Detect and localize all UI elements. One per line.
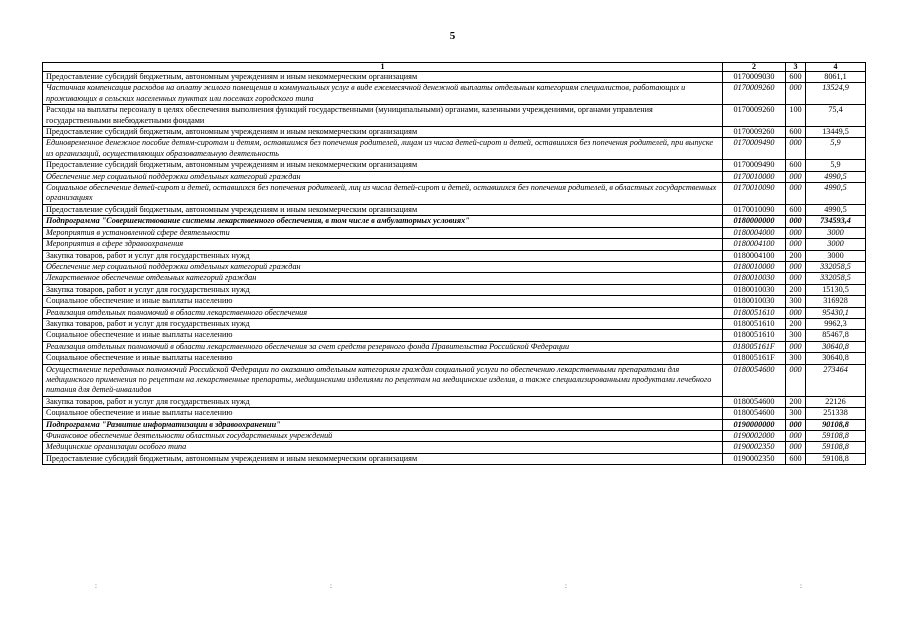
row-name: Закупка товаров, работ и услуг для государственных нужд xyxy=(43,250,723,261)
row-type: 300 xyxy=(786,330,806,341)
row-name: Финансовое обеспечение деятельности областных государственных учреждений xyxy=(43,431,723,442)
budget-table xyxy=(42,62,866,465)
table-row xyxy=(43,171,866,182)
table-row xyxy=(43,250,866,261)
row-sum: 4990,5 xyxy=(806,183,866,205)
row-type: 200 xyxy=(786,284,806,295)
row-sum: 273464 xyxy=(806,364,866,396)
row-sum: 3000 xyxy=(806,239,866,250)
row-name: Закупка товаров, работ и услуг для государственных нужд xyxy=(43,396,723,407)
table-row xyxy=(43,273,866,284)
table-row xyxy=(43,72,866,83)
row-sum: 5,9 xyxy=(806,138,866,160)
table-row xyxy=(43,408,866,419)
row-code: 0180004000 xyxy=(723,227,786,238)
row-sum: 90108,8 xyxy=(806,419,866,430)
row-type: 000 xyxy=(786,307,806,318)
row-type: 000 xyxy=(786,138,806,160)
row-sum: 13449,5 xyxy=(806,127,866,138)
row-sum: 251338 xyxy=(806,408,866,419)
header-col-3: 3 xyxy=(786,63,806,72)
row-type: 000 xyxy=(786,273,806,284)
row-name: Предоставление субсидий бюджетным, автономным учреждениям и иным некоммерческим организациям xyxy=(43,453,723,464)
row-code: 0170010000 xyxy=(723,171,786,182)
row-sum: 85467,8 xyxy=(806,330,866,341)
row-sum: 59108,8 xyxy=(806,431,866,442)
row-code: 0170009260 xyxy=(723,127,786,138)
row-name: Обеспечение мер социальной поддержки отдельных категорий граждан xyxy=(43,261,723,272)
row-name: Реализация отдельных полномочий в области лекарственного обеспечения xyxy=(43,307,723,318)
row-name: Частичная компенсация расходов на оплату жилого помещения и коммунальных услуг в виде ежемесячной денежной выплаты отдельным категориям специалистов, работающих и проживающих в сельских населенных пунктах или поселках городского типа xyxy=(43,83,723,105)
row-type: 000 xyxy=(786,419,806,430)
row-name: Мероприятия в установленной сфере деятельности xyxy=(43,227,723,238)
row-code: 0170009260 xyxy=(723,105,786,127)
row-sum: 316928 xyxy=(806,296,866,307)
row-code: 0190002350 xyxy=(723,453,786,464)
row-sum: 59108,8 xyxy=(806,442,866,453)
row-name: Осуществление переданных полномочий Российской Федерации по оказанию отдельным категориям граждан социальной услуги по обеспечению лекарственными препаратами для медицинского применения по рецептам на лекарственные препараты, медицинскими изделиями по рецептам на медицинские изделия, а также специализированными продуктами лечебного питания для детей-инвалидов xyxy=(43,364,723,396)
table-row xyxy=(43,160,866,171)
row-code: 0170009490 xyxy=(723,138,786,160)
row-code: 0170009260 xyxy=(723,83,786,105)
row-sum: 75,4 xyxy=(806,105,866,127)
row-name: Социальное обеспечение и иные выплаты населению xyxy=(43,330,723,341)
row-name: Единовременное денежное пособие детям-сиротам и детям, оставшимся без попечения родителей, лицам из числа детей-сирот и детей, оставшихся без попечения родителей, при выпуске из организаций, осуществляющих образовательную деятельность xyxy=(43,138,723,160)
row-type: 000 xyxy=(786,442,806,453)
row-type: 000 xyxy=(786,183,806,205)
row-code: 0180004100 xyxy=(723,250,786,261)
table-row xyxy=(43,341,866,352)
scan-mark: : xyxy=(330,582,332,590)
row-sum: 5,9 xyxy=(806,160,866,171)
table-row xyxy=(43,227,866,238)
row-type: 600 xyxy=(786,160,806,171)
row-name: Предоставление субсидий бюджетным, автономным учреждениям и иным некоммерческим организациям xyxy=(43,72,723,83)
table-row xyxy=(43,330,866,341)
row-sum: 4990,5 xyxy=(806,204,866,215)
table-row xyxy=(43,396,866,407)
row-type: 000 xyxy=(786,239,806,250)
table-row xyxy=(43,442,866,453)
row-name: Мероприятия в сфере здравоохранения xyxy=(43,239,723,250)
table-row xyxy=(43,183,866,205)
table-row xyxy=(43,453,866,464)
table-body xyxy=(43,72,866,465)
row-code: 0180004100 xyxy=(723,239,786,250)
row-name: Подпрограмма "Совершенствование системы лекарственного обеспечения, в том числе в амбулаторных условиях" xyxy=(43,216,723,227)
header-col-1: 1 xyxy=(43,63,723,72)
row-type: 200 xyxy=(786,318,806,329)
row-code: 0180051610 xyxy=(723,318,786,329)
table-header-row xyxy=(43,63,866,72)
row-code: 0180010030 xyxy=(723,296,786,307)
row-sum: 332058,5 xyxy=(806,261,866,272)
row-code: 0190002000 xyxy=(723,431,786,442)
table-row xyxy=(43,431,866,442)
row-code: 018005161F xyxy=(723,353,786,364)
row-type: 200 xyxy=(786,396,806,407)
row-sum: 332058,5 xyxy=(806,273,866,284)
row-code: 0180054600 xyxy=(723,396,786,407)
row-type: 000 xyxy=(786,341,806,352)
table-row xyxy=(43,83,866,105)
row-code: 0180010030 xyxy=(723,273,786,284)
row-code: 0190002350 xyxy=(723,442,786,453)
row-type: 300 xyxy=(786,296,806,307)
row-name: Медицинские организации особого типа xyxy=(43,442,723,453)
row-name: Социальное обеспечение и иные выплаты населению xyxy=(43,408,723,419)
row-sum: 30640,8 xyxy=(806,353,866,364)
row-type: 100 xyxy=(786,105,806,127)
row-name: Обеспечение мер социальной поддержки отдельных категорий граждан xyxy=(43,171,723,182)
row-sum: 3000 xyxy=(806,250,866,261)
scan-mark: : xyxy=(565,582,567,590)
row-type: 300 xyxy=(786,353,806,364)
table-row xyxy=(43,318,866,329)
row-type: 600 xyxy=(786,127,806,138)
header-col-4: 4 xyxy=(806,63,866,72)
row-sum: 95430,1 xyxy=(806,307,866,318)
row-code: 0180054600 xyxy=(723,408,786,419)
table-row xyxy=(43,419,866,430)
table-row xyxy=(43,105,866,127)
row-sum: 8061,1 xyxy=(806,72,866,83)
row-name: Расходы на выплаты персоналу в целях обеспечения выполнения функций государственными (муниципальными) органами, казенными учреждениями, органами управления государственными внебюджетными фондами xyxy=(43,105,723,127)
row-code: 0180000000 xyxy=(723,216,786,227)
table-row xyxy=(43,353,866,364)
row-code: 0170010090 xyxy=(723,183,786,205)
table-row xyxy=(43,261,866,272)
row-type: 000 xyxy=(786,171,806,182)
row-sum: 734593,4 xyxy=(806,216,866,227)
row-code: 0180051610 xyxy=(723,330,786,341)
row-name: Предоставление субсидий бюджетным, автономным учреждениям и иным некоммерческим организациям xyxy=(43,160,723,171)
row-name: Реализация отдельных полномочий в области лекарственного обеспечения за счет средств резервного фонда Правительства Российской Федерации xyxy=(43,341,723,352)
row-type: 000 xyxy=(786,83,806,105)
row-code: 0170010090 xyxy=(723,204,786,215)
table-row xyxy=(43,138,866,160)
row-type: 000 xyxy=(786,261,806,272)
row-name: Закупка товаров, работ и услуг для государственных нужд xyxy=(43,318,723,329)
row-name: Предоставление субсидий бюджетным, автономным учреждениям и иным некоммерческим организациям xyxy=(43,204,723,215)
row-code: 0170009030 xyxy=(723,72,786,83)
row-type: 200 xyxy=(786,250,806,261)
table-row xyxy=(43,239,866,250)
table-row xyxy=(43,284,866,295)
row-sum: 59108,8 xyxy=(806,453,866,464)
row-name: Подпрограмма "Развитие информатизации в здравоохранении" xyxy=(43,419,723,430)
header-col-2: 2 xyxy=(723,63,786,72)
row-type: 600 xyxy=(786,72,806,83)
row-name: Социальное обеспечение и иные выплаты населению xyxy=(43,296,723,307)
row-type: 600 xyxy=(786,204,806,215)
row-sum: 30640,8 xyxy=(806,341,866,352)
row-code: 0180010000 xyxy=(723,261,786,272)
scan-mark: : xyxy=(800,582,802,590)
row-type: 300 xyxy=(786,408,806,419)
row-code: 0180054600 xyxy=(723,364,786,396)
table-row xyxy=(43,216,866,227)
row-type: 000 xyxy=(786,431,806,442)
row-name: Закупка товаров, работ и услуг для государственных нужд xyxy=(43,284,723,295)
row-sum: 3000 xyxy=(806,227,866,238)
row-name: Социальное обеспечение детей-сирот и детей, оставшихся без попечения родителей, лиц из числа детей-сирот и детей, оставшихся без попечения родителей, в областных государственных организациях xyxy=(43,183,723,205)
row-name: Социальное обеспечение и иные выплаты населению xyxy=(43,353,723,364)
row-name: Предоставление субсидий бюджетным, автономным учреждениям и иным некоммерческим организациям xyxy=(43,127,723,138)
scan-mark: : xyxy=(95,582,97,590)
table-row xyxy=(43,307,866,318)
row-type: 000 xyxy=(786,216,806,227)
row-code: 0190000000 xyxy=(723,419,786,430)
table-row xyxy=(43,127,866,138)
row-code: 0170009490 xyxy=(723,160,786,171)
row-sum: 15130,5 xyxy=(806,284,866,295)
row-type: 000 xyxy=(786,364,806,396)
row-name: Лекарственное обеспечение отдельных категорий граждан xyxy=(43,273,723,284)
row-sum: 13524,9 xyxy=(806,83,866,105)
row-code: 018005161F xyxy=(723,341,786,352)
row-sum: 9962,3 xyxy=(806,318,866,329)
row-sum: 4990,5 xyxy=(806,171,866,182)
row-sum: 22126 xyxy=(806,396,866,407)
table-row xyxy=(43,296,866,307)
row-type: 600 xyxy=(786,453,806,464)
row-code: 0180051610 xyxy=(723,307,786,318)
table-row xyxy=(43,204,866,215)
row-code: 0180010030 xyxy=(723,284,786,295)
page-number: 5 xyxy=(449,30,456,42)
table-row xyxy=(43,364,866,396)
row-type: 000 xyxy=(786,227,806,238)
